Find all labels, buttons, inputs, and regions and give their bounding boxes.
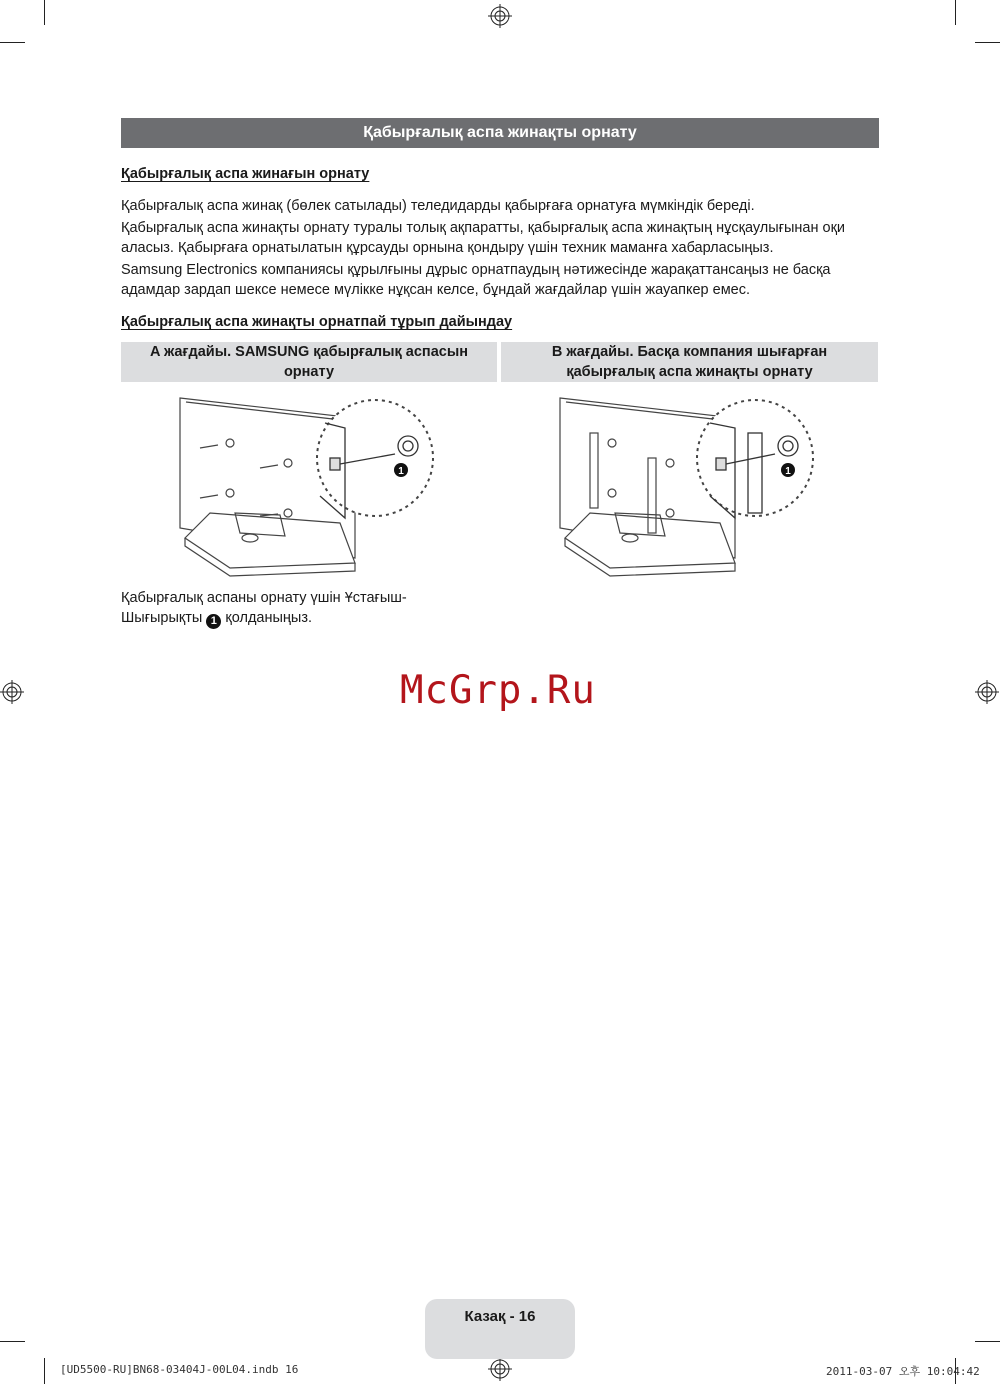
crop-mark [0, 1341, 25, 1342]
registration-mark-top [488, 4, 512, 28]
footer-file-info: [UD5500-RU]BN68-03404J-00L04.indb 16 [60, 1363, 299, 1376]
caption-text-part2: қолданыңыз. [225, 610, 313, 626]
watermark: McGrp.Ru [400, 668, 596, 713]
page-label: Казақ - 16 [464, 1308, 536, 1325]
illustration-case-a [170, 388, 450, 578]
case-a-box [121, 342, 497, 382]
crop-mark [975, 1341, 1000, 1342]
case-b-box [501, 342, 878, 382]
registration-mark-right [975, 680, 999, 704]
svg-text:1: 1 [398, 466, 404, 477]
crop-mark [44, 0, 45, 25]
subsection-heading-prepare: Қабырғалық аспа жинақты орнатпай тұрып дайындау [121, 314, 513, 330]
case-a-label: A жағдайы. SAMSUNG қабырғалық аспасын орнату [150, 344, 468, 380]
illustration-case-b [550, 388, 830, 578]
footer-timestamp: 2011-03-07 오후 10:04:42 [826, 1365, 980, 1378]
caption-text-part1: Қабырғалық аспаны орнату үшін Ұстағыш-Шығырықты [121, 590, 407, 626]
caption-holder-ring [121, 588, 461, 629]
section-title: Қабырғалық аспа жинақты орнату [121, 118, 879, 148]
crop-mark [0, 42, 25, 43]
callout-number-icon: 1 [206, 614, 221, 629]
registration-mark-left [0, 680, 24, 704]
case-b-label: B жағдайы. Басқа компания шығарған қабырғалық аспа жинақты орнату [551, 344, 828, 380]
registration-mark-bottom [488, 1357, 512, 1381]
paragraph-details: Қабырғалық аспа жинақты орнату туралы толық ақпаратты, қабырғалық аспа жинақтың нұсқаулығынан оқи аласыз. Қабырғаға орнатылатын құрсауды орнына қондыру үшін техник маманға хабарласыңыз. [121, 220, 846, 256]
svg-text:1: 1 [785, 466, 791, 477]
paragraph-intro: Қабырғалық аспа жинақ (бөлек сатылады) теледидарды қабырғаға орнатуға мүмкіндік береді. [121, 198, 755, 214]
crop-mark [44, 1358, 45, 1384]
crop-mark [955, 0, 956, 25]
paragraph-disclaimer: Samsung Electronics компаниясы құрылғыны дұрыс орнатпаудың нәтижесінде жарақаттансаңыз не басқа адамдар зардап шексе немесе мүлікке нұқсан келсе, бұндай жағдайлар үшін жауапкер емес. [121, 262, 831, 298]
crop-mark [975, 42, 1000, 43]
page-number-tab [425, 1299, 575, 1359]
subsection-heading-install: Қабырғалық аспа жинағын орнату [121, 166, 370, 182]
